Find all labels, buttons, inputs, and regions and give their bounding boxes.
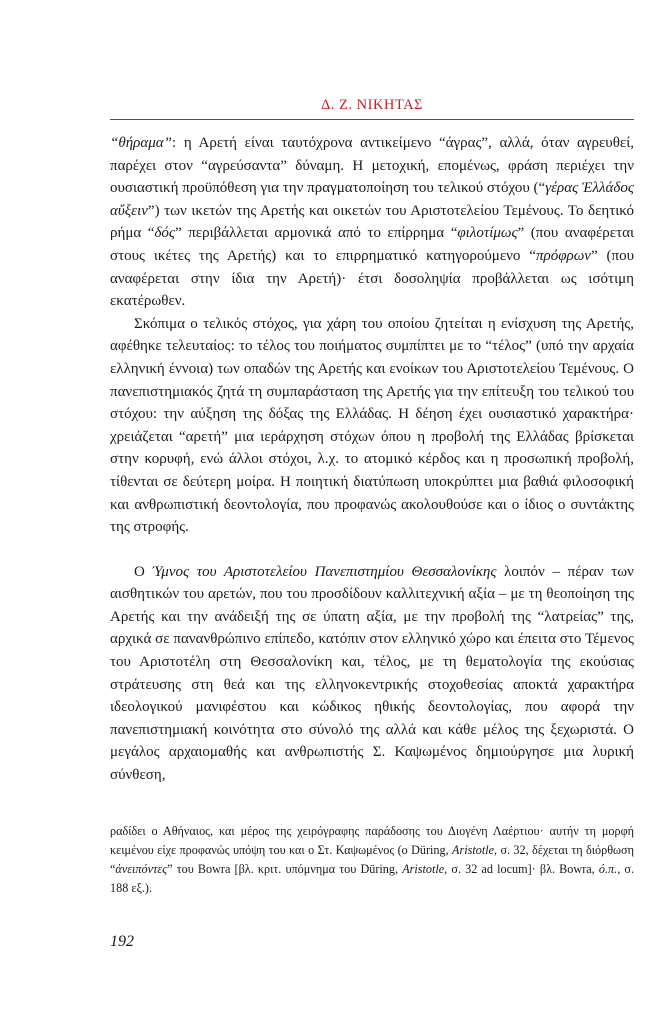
text-run: ”) των ικετών της Αρετής και οικετών του Αριστοτελείου Τεμένους. Το δεητικό ρήμα “ <box>110 202 634 242</box>
text-run: ” (που αναφέρεται στους ικέτες της Αρετής) και το επιρρηματικό κατηγορούμενο “ <box>110 225 634 264</box>
main-text <box>110 132 634 787</box>
text-run: λοιπόν – πέραν των αισθητικών του αρετών, που του προσδίδουν καλλιτεχνική αξία – με τη θεοποίηση της Αρετής και την ανάδειξή της σε ύπατη αξία, με την προβολή της “λατρείας” της, αρχικά σε πανανθρώπινο επίπεδο, κατόπιν στον ελληνικό χώρο και έπειτα στο Τέμενος του Αριστοτέλη στη Θεσσαλονίκη και, τέλος, με τη θεματολογία της εκούσιας στράτευσης στη θεά και της ελληνοκεντρικής στοχοθεσίας αποκτά χαρακτήρα ιδεολογικού μανιφέστου και κώδικος ηθικής δεοντολογίας, που αφορά την πανεπιστημιακή κοινότητα στο σύνολό της αλλά και κάθε μέλος της ξεχωριστά. Ο μεγάλος αρχαιομαθής και ανθρωπιστής Σ. Καψωμένος δημιούργησε μια λυρική σύνθεση, <box>110 563 634 784</box>
quoted-term: δός <box>154 225 176 242</box>
page-number: 192 <box>110 933 134 950</box>
hymn-title: Ύμνος του Αριστοτελείου Πανεπιστημίου Θεσσαλονίκης <box>152 563 497 580</box>
footnote <box>110 822 634 898</box>
text-run: , σ. 32, δέχεται τη διόρθωση “ <box>110 843 634 876</box>
quoted-term: πρόφρων <box>535 247 591 264</box>
text-run: ” του Bowra [βλ. κριτ. υπόμνημα του Düring, <box>167 862 403 876</box>
text-run: ” περιβάλλεται αρμονικά από το επίρρημα “ <box>175 225 458 242</box>
paragraph-3 <box>110 561 634 787</box>
text-run: , σ. 188 εξ.). <box>110 862 635 895</box>
paragraph-2: Σκόπιμα ο τελικός στόχος, για χάρη του οποίου ζητείται η ενίσχυση της Αρετής, αφέθηκε τελευταίος: το τέλος του ποιήματος συμπίπτει με το “τέλος” (υπό την αρχαία ελληνική έννοια) των οπαδών της Αρετής και ενοίκων του Αριστοτελείου Τεμένους. Ο πανεπιστημιακός ζητά τη συμπαράσταση της Αρετής για την επίτευξη του τελικού του στόχου: την αύξηση της δόξας της Ελλάδας. Η δέηση έχει ουσιαστικό χαρακτήρα· χρειάζεται “αρετή” μια ιεράρχηση στόχων όπου η προβολή της Ελλάδας βρίσκεται στην κορυφή, ενώ άλλοι στόχοι, λ.χ. το ατομικό κέρδος και η προσωπική προβολή, τίθενται σε δεύτερη μοίρα. Η ποιητική διατύπωση υποκρύπτει μια βαθιά φιλοσοφική και ανθρωπιστική δεοντολογία, που προφανώς ακολουθούσε και ο ίδιος ο συντάκτης της στροφής. <box>110 315 634 536</box>
citation-abbrev: ό.π. <box>598 862 618 876</box>
text-run: Ο <box>134 563 153 580</box>
quoted-term: “θήραμα” <box>110 135 172 151</box>
paragraph-1 <box>110 132 634 313</box>
quoted-term: γέρας Ἑλλάδος αὔξειν <box>110 180 634 219</box>
cited-work: Aristotle <box>452 843 495 857</box>
header-rule <box>110 119 634 120</box>
text-run: , σ. 32 ad locum]· βλ. Bowra, <box>444 862 599 876</box>
quoted-term: ἀνειπόντες <box>115 862 168 876</box>
text-run: : η Αρετή είναι ταυτόχρονα αντικείμενο “άγρας”, αλλά, όταν αγρευθεί, παρέχει στον “αγρεύσαντα” δύναμη. Η μετοχική, επομένως, φράση περιέχει την ουσιαστική προϋπόθεση για την πραγματοποίηση του τελικού στόχου (“ <box>110 135 634 197</box>
text-run: ” (που αναφέρεται στην ίδια την Αρετή)· έτσι δοσοληψία προβάλλεται ως ισότιμη εκατέρωθεν. <box>110 247 635 310</box>
footnote-text <box>110 822 634 898</box>
cited-work: Aristotle <box>402 862 445 876</box>
quoted-term: φιλοτίμως <box>457 225 518 242</box>
running-title: Δ. Ζ. ΝΙΚΗΤΑΣ <box>320 97 424 113</box>
text-run: ραδίδει ο Αθήναιος, και μέρος της χειρόγραφης παράδοσης του Διογένη Λαέρτιου· αυτήν τη μορφή κειμένου είχε προφανώς υπόψη του και ο Στ. Καψωμένος (ο Düring, <box>110 824 634 857</box>
